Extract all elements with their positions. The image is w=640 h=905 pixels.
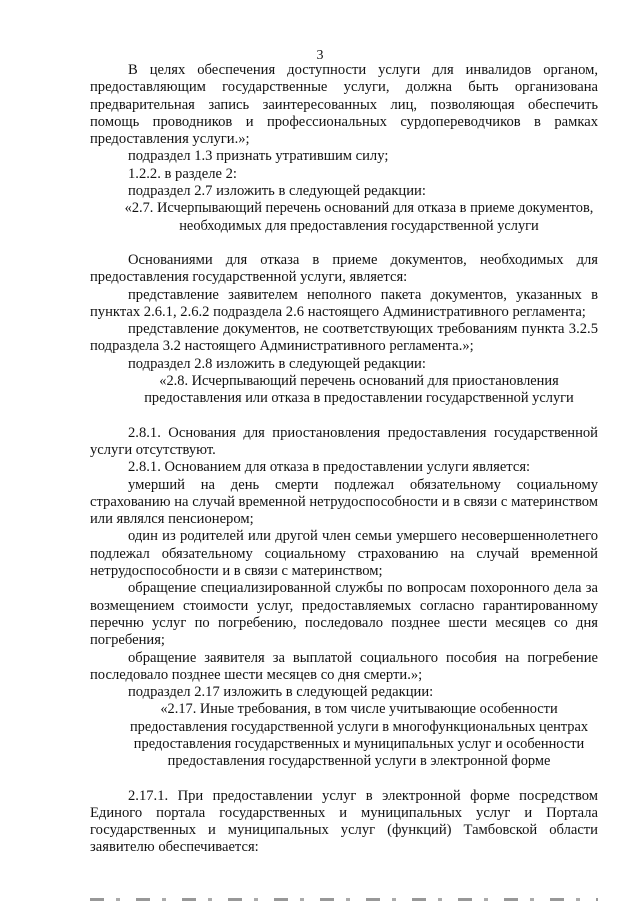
spacer [90, 771, 598, 788]
paragraph: представление заявителем неполного пакета документов, указанных в пунктах 2.6.1, 2.6.2 подраздела 2.6 настоящего Административного регламента; [90, 286, 598, 320]
paragraph: обращение заявителя за выплатой социального пособия на погребение последовало позднее шести месяцев со дня смерти.»; [90, 649, 598, 683]
paragraph: подраздел 2.8 изложить в следующей редакции: [128, 355, 426, 372]
paragraph: подраздел 2.17 изложить в следующей редакции: [128, 684, 434, 701]
section-heading: «2.8. Исчерпывающий перечень оснований для приостановления предоставления или отказа в предоставлении государственной услуги [144, 373, 574, 407]
section-heading: «2.17. Иные требования, в том числе учитывающие особенности предоставления государственной услуги в многофункциональных центрах предоставления государственных и муниципальных услуг и особенности предоставления государственной услуги в электронной форме [129, 701, 589, 770]
paragraph: один из родителей или другой член семьи умершего несовершеннолетнего подлежал обязательному социальному страхованию на случай временной нетрудоспособности и в связи с материнством; [90, 528, 598, 580]
paragraph: 2.8.1. Основания для приостановления предоставления государственной услуги отсутствуют. [90, 424, 598, 458]
paragraph: умерший на день смерти подлежал обязательному социальному страхованию на случай временной нетрудоспособности и в связи с материнством или являлся пенсионером; [90, 476, 598, 528]
page-number: 3 [316, 48, 324, 63]
spacer [90, 235, 598, 252]
paragraph: 2.17.1. При предоставлении услуг в электронной форме посредством Единого портала государственных и муниципальных услуг и Портала государственных и муниципальных услуг (функций) Тамбовской области заявителю обеспечивается: [90, 787, 598, 856]
paragraph: подраздел 1.3 признать утратившим силу; [128, 148, 389, 165]
paragraph: представление документов, не соответствующих требованиям пункта 3.2.5 подраздела 3.2 настоящего Административного регламента.»; [90, 321, 598, 355]
paragraph: подраздел 2.7 изложить в следующей редакции: [128, 183, 426, 200]
paragraph: 2.8.1. Основанием для отказа в предоставлении услуги является: [128, 459, 531, 476]
paragraph: обращение специализированной службы по вопросам похоронного дела за возмещением стоимости услуг, предоставляемых согласно гарантированному перечню услуг по погребению, последовало позднее шести месяцев со дня погребения; [90, 580, 598, 649]
section-heading: «2.7. Исчерпывающий перечень оснований для отказа в приеме документов, необходимых для предоставления государственной услуги [124, 200, 594, 234]
cut-off-next-line [90, 898, 598, 901]
paragraph: 1.2.2. в разделе 2: [128, 165, 237, 182]
spacer [90, 408, 598, 425]
paragraph: Основаниями для отказа в приеме документов, необходимых для предоставления государственной услуги, является: [90, 251, 598, 286]
paragraph: В целях обеспечения доступности услуги для инвалидов органом, предоставляющим государственные услуги, должна быть организована предварительная запись заинтересованных лиц, позволяющая обеспечить помощь проводников и профессиональных сурдопереводчиков в рамках предоставления услуги.»; [90, 62, 598, 148]
document-body [90, 62, 598, 857]
